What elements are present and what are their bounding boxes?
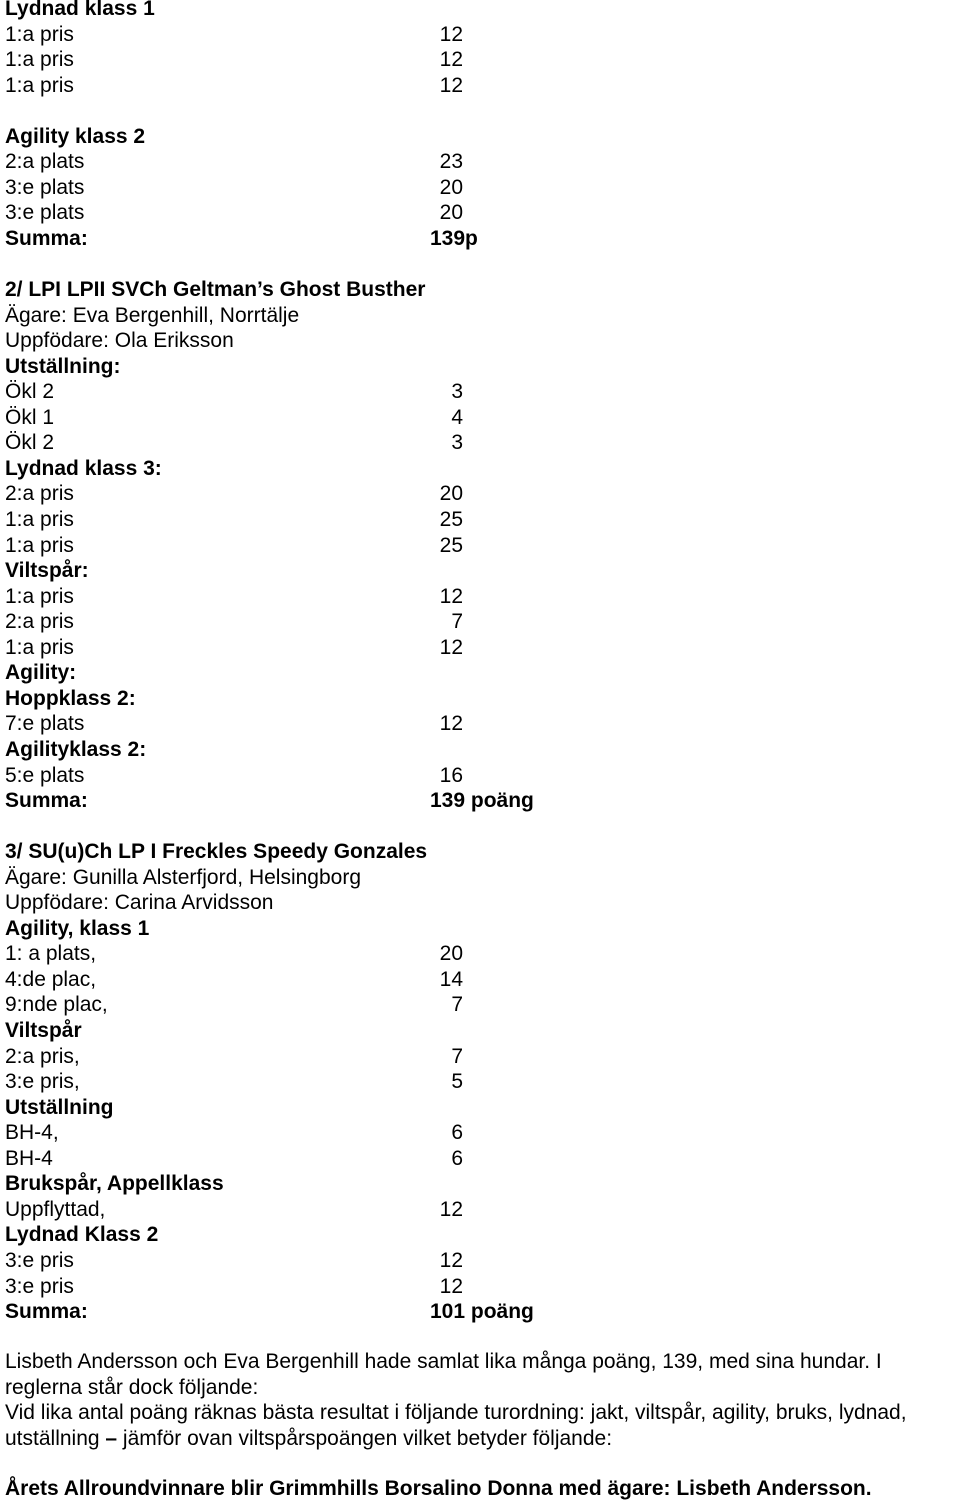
section-heading bbox=[5, 686, 565, 711]
result-row bbox=[5, 200, 565, 225]
section-heading bbox=[5, 1018, 565, 1043]
row-label: Summa: bbox=[5, 226, 88, 250]
result-row bbox=[5, 763, 565, 788]
row-value: 7 bbox=[451, 1044, 463, 1068]
row-label: Summa: bbox=[5, 789, 88, 813]
row-label: Lydnad klass 3: bbox=[5, 456, 162, 480]
tie-break-paragraph bbox=[5, 1349, 960, 1451]
result-row bbox=[5, 941, 565, 966]
result-row bbox=[5, 379, 565, 404]
section-heading bbox=[5, 660, 565, 685]
row-value: 101 poäng bbox=[430, 1300, 534, 1324]
result-row bbox=[5, 73, 565, 98]
row-label: Agilityklass 2: bbox=[5, 737, 147, 761]
row-label: Ökl 2 bbox=[5, 431, 55, 455]
result-row bbox=[5, 1274, 565, 1299]
section-heading bbox=[5, 303, 565, 328]
row-value: 12 bbox=[439, 48, 463, 72]
section-heading bbox=[5, 865, 565, 890]
paragraph-text: jämför ovan viltspårspoängen vilket betyder följande: bbox=[117, 1426, 613, 1450]
section-heading bbox=[5, 277, 565, 302]
row-label: 3:e plats bbox=[5, 201, 85, 225]
section-heading bbox=[5, 456, 565, 481]
row-label: 1: a plats, bbox=[5, 942, 97, 966]
row-value: 3 bbox=[451, 431, 463, 455]
row-value: 12 bbox=[439, 1248, 463, 1272]
row-value: 3 bbox=[451, 380, 463, 404]
row-label: Viltspår: bbox=[5, 559, 89, 583]
row-value: 139p bbox=[430, 226, 478, 250]
result-row bbox=[5, 405, 565, 430]
row-value: 7 bbox=[451, 610, 463, 634]
row-label: Viltspår bbox=[5, 1019, 82, 1042]
row-label: Summa: bbox=[5, 1300, 88, 1324]
summary-row bbox=[5, 226, 565, 251]
section-heading bbox=[5, 124, 565, 149]
result-row bbox=[5, 711, 565, 736]
row-label: BH-4 bbox=[5, 1146, 53, 1170]
row-label: 3/ SU(u)Ch LP I Freckles Speedy Gonzales bbox=[5, 840, 428, 864]
result-row bbox=[5, 1248, 565, 1273]
row-label: 3:e pris bbox=[5, 1248, 74, 1272]
row-label: 2:a pris, bbox=[5, 1044, 80, 1068]
paragraph-line: reglerna står dock följande: bbox=[5, 1375, 259, 1399]
section-heading bbox=[5, 558, 565, 583]
section-heading bbox=[5, 737, 565, 762]
row-label: 3:e plats bbox=[5, 175, 85, 199]
row-label: 1:a pris bbox=[5, 533, 74, 557]
result-row bbox=[5, 22, 565, 47]
paragraph-line bbox=[5, 1426, 960, 1452]
result-row bbox=[5, 533, 565, 558]
result-row bbox=[5, 481, 565, 506]
row-label: 2:a plats bbox=[5, 150, 85, 174]
row-label: Brukspår, Appellklass bbox=[5, 1172, 224, 1196]
row-value: 7 bbox=[451, 993, 463, 1017]
row-label: Ägare: Eva Bergenhill, Norrtälje bbox=[5, 303, 300, 327]
row-value: 25 bbox=[439, 533, 463, 557]
row-value: 139 poäng bbox=[430, 789, 534, 813]
row-value: 12 bbox=[439, 584, 463, 608]
row-label: 5:e plats bbox=[5, 763, 85, 787]
result-row bbox=[5, 1197, 565, 1222]
summary-row bbox=[5, 788, 565, 813]
row-label: Ökl 2 bbox=[5, 380, 55, 404]
row-label: Agility: bbox=[5, 661, 77, 685]
row-label: 3:e pris, bbox=[5, 1070, 80, 1094]
row-label: Lydnad klass 1 bbox=[5, 0, 155, 20]
row-value: 6 bbox=[451, 1146, 463, 1170]
row-label: 2/ LPI LPII SVCh Geltman’s Ghost Busther bbox=[5, 278, 426, 302]
paragraph-text: utställning bbox=[5, 1426, 106, 1450]
result-row bbox=[5, 1120, 565, 1145]
row-value: 12 bbox=[439, 1197, 463, 1221]
row-value: 20 bbox=[439, 201, 463, 225]
result-row bbox=[5, 609, 565, 634]
row-label: 1:a pris bbox=[5, 22, 74, 46]
row-label: BH-4, bbox=[5, 1121, 59, 1145]
row-value: 20 bbox=[439, 482, 463, 506]
row-value: 20 bbox=[439, 942, 463, 966]
section-heading bbox=[5, 0, 565, 21]
row-value: 12 bbox=[439, 1274, 463, 1298]
row-label: 1:a pris bbox=[5, 635, 74, 659]
row-value: 12 bbox=[439, 73, 463, 97]
row-label: 1:a pris bbox=[5, 508, 74, 531]
winner-statement: Årets Allroundvinnare blir Grimmhills Borsalino Donna med ägare: Lisbeth Andersson. bbox=[5, 1477, 872, 1500]
row-value: 12 bbox=[439, 712, 463, 736]
row-value: 23 bbox=[439, 150, 463, 174]
paragraph-dash: – bbox=[105, 1426, 118, 1450]
row-label: 7:e plats bbox=[5, 712, 85, 736]
row-label: Hoppklass 2: bbox=[5, 686, 136, 710]
row-value: 4 bbox=[451, 405, 463, 429]
row-label: Uppflyttad, bbox=[5, 1197, 106, 1221]
section-heading bbox=[5, 1171, 565, 1196]
result-row bbox=[5, 175, 565, 200]
row-label: 2:a pris bbox=[5, 610, 74, 634]
row-value: 25 bbox=[439, 508, 463, 531]
section-heading bbox=[5, 1222, 565, 1247]
paragraph-line: Vid lika antal poäng räknas bästa resultat i följande turordning: jakt, viltspår, agility, bruks, lydnad, bbox=[5, 1401, 907, 1425]
row-value: 14 bbox=[439, 967, 463, 991]
section-heading bbox=[5, 1095, 565, 1120]
section-heading bbox=[5, 839, 565, 864]
row-label: Ökl 1 bbox=[5, 405, 55, 429]
row-label: 4:de plac, bbox=[5, 967, 97, 991]
row-label: Agility, klass 1 bbox=[5, 916, 150, 940]
section-heading bbox=[5, 328, 565, 353]
row-value: 16 bbox=[439, 763, 463, 787]
result-row bbox=[5, 149, 565, 174]
row-label: 1:a pris bbox=[5, 73, 74, 97]
row-label: Uppfödare: Carina Arvidsson bbox=[5, 891, 274, 915]
result-row bbox=[5, 584, 565, 609]
result-row bbox=[5, 1146, 565, 1171]
summary-row bbox=[5, 1299, 565, 1324]
row-value: 12 bbox=[439, 635, 463, 659]
row-label: 2:a pris bbox=[5, 482, 74, 506]
row-label: 9:nde plac, bbox=[5, 993, 108, 1017]
row-label: 1:a pris bbox=[5, 48, 74, 72]
row-label: Agility klass 2 bbox=[5, 124, 146, 148]
section-heading bbox=[5, 354, 565, 379]
row-value: 20 bbox=[439, 175, 463, 199]
row-label: Utställning bbox=[5, 1095, 114, 1119]
result-row bbox=[5, 1044, 565, 1069]
result-row bbox=[5, 1069, 565, 1094]
row-label: 1:a pris bbox=[5, 584, 74, 608]
paragraph-line: Lisbeth Andersson och Eva Bergenhill hade samlat lika många poäng, 139, med sina hundar. I bbox=[5, 1350, 882, 1373]
row-label: Uppfödare: Ola Eriksson bbox=[5, 329, 234, 353]
result-row bbox=[5, 47, 565, 72]
section-heading bbox=[5, 890, 565, 915]
row-label: Ägare: Gunilla Alsterfjord, Helsingborg bbox=[5, 865, 362, 889]
result-row bbox=[5, 507, 565, 532]
result-row bbox=[5, 635, 565, 660]
row-label: Lydnad Klass 2 bbox=[5, 1223, 159, 1247]
result-row bbox=[5, 992, 565, 1017]
section-heading bbox=[5, 916, 565, 941]
result-row bbox=[5, 430, 565, 455]
result-row bbox=[5, 967, 565, 992]
row-label: 3:e pris bbox=[5, 1274, 74, 1298]
row-value: 5 bbox=[451, 1070, 463, 1094]
row-label: Utställning: bbox=[5, 354, 121, 378]
row-value: 6 bbox=[451, 1121, 463, 1145]
row-value: 12 bbox=[439, 22, 463, 46]
